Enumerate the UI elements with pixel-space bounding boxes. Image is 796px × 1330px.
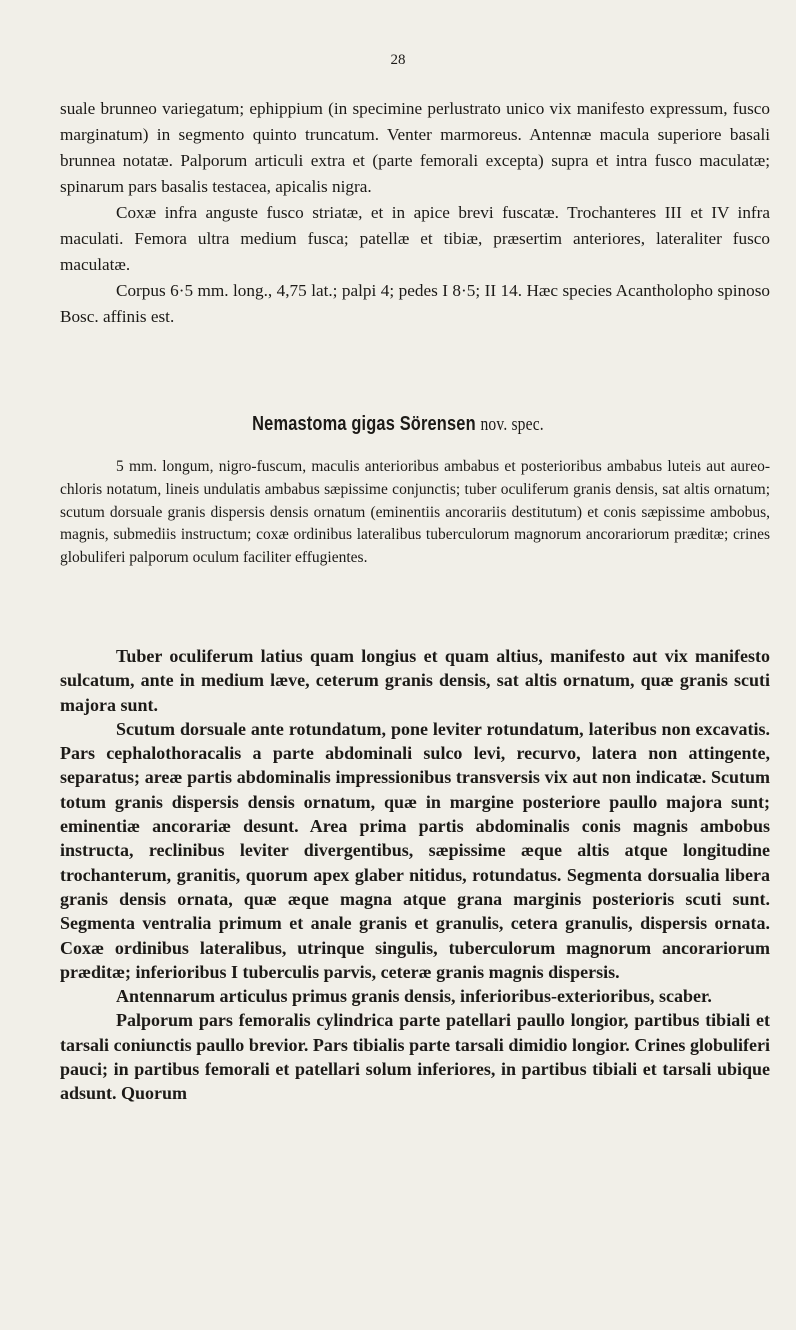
description-block	[60, 644, 770, 1106]
diagnosis-paragraph: 5 mm. longum, nigro-fuscum, maculis anterioribus ambabus et posterioribus ambabus luteis aut aureo-chloris notatum, lineis undulatis ambabus sæpissime conjunctis; tuber oculiferum granis densis, sat altis ornatum; scutum dorsuale granis dispersis densis ornatum (eminentiis ancorariis destitutum) et conis sæpissime ambobus, magnis, submediis instructum; coxæ ordinibus lateralibus tuberculorum magnorum ancorariorum præditæ; crines globuliferi palporum oculum faciliter effugientes.	[60, 458, 770, 567]
species-name: Nemastoma gigas Sörensen	[252, 413, 476, 435]
paragraph: Tuber oculiferum latius quam longius et quam altius, manifesto aut vix manifesto sulcatum, ante in medium læve, ceterum granis densis, sat altis ornatum, quæ granis scuti majora sunt.	[60, 646, 770, 715]
paragraph: Corpus 6·5 mm. long., 4,75 lat.; palpi 4; pedes I 8·5; II 14. Hæc species Acantholopho spinoso Bosc. affinis est.	[60, 281, 770, 326]
section-continued-description	[60, 96, 770, 330]
paragraph: Coxæ infra anguste fusco striatæ, et in apice brevi fuscatæ. Trochanteres III et IV infra maculati. Femora ultra medium fusca; patellæ et tibiæ, præsertim anteriores, lateraliter fusco maculatæ.	[60, 203, 770, 274]
page-number: 28	[390, 52, 406, 68]
paragraph: Scutum dorsuale ante rotundatum, pone leviter rotundatum, lateribus non excavatis. Pars cephalothoracalis a parte abdominali sulco levi, recurvo, latera non attingente, separatus; areæ partis abdominalis impressionibus transversis vix aut non indicatæ. Scutum totum granis dispersis densis ornatum, quæ in margine posteriore paullo majora sunt; eminentiæ ancorariæ desunt. Area prima partis abdominalis conis magnis ambobus instructa, reclinibus leviter divergentibus, sæpissime æque altis atque longitudine trochanterum, granitis, quorum apex glaber nitidus, rotundatus. Segmenta dorsualia libera granis densis ornata, quæ æque magna atque grana marginis posterioris scuti sunt. Segmenta ventralia primum et anale granis et granulis, cetera granulis, dispersis ornata. Coxæ ordinibus lateralibus, utrinque singulis, tuberculorum magnorum ancorariorum præditæ; inferioribus I tuberculis parvis, ceteræ granis magnis dispersis.	[60, 718, 770, 982]
species-heading	[72, 413, 725, 436]
diagnosis-block	[60, 456, 770, 570]
paragraph: suale brunneo variegatum; ephippium (in specimine perlustrato unico vix manifesto expressum, fusco marginatum) in segmento quinto truncatum. Venter marmoreus. Antennæ macula superiore basali brunnea notatæ. Palporum articuli extra et (parte femorali excepta) supra et intra fusco maculatæ; spinarum pars basalis testacea, apicalis nigra.	[60, 99, 770, 196]
paragraph: Antennarum articulus primus granis densis, inferioribus-exterioribus, scaber.	[116, 986, 712, 1007]
paragraph: Palporum pars femoralis cylindrica parte patellari paullo longior, partibus tibiali et tarsali coniunctis paullo brevior. Pars tibialis parte tarsali dimidio longior. Crines globuliferi pauci; in partibus femorali et patellari solum inferiores, in partibus tibiali et tarsali ubique adsunt. Quorum	[60, 1010, 770, 1104]
species-status: nov. spec.	[480, 414, 544, 435]
